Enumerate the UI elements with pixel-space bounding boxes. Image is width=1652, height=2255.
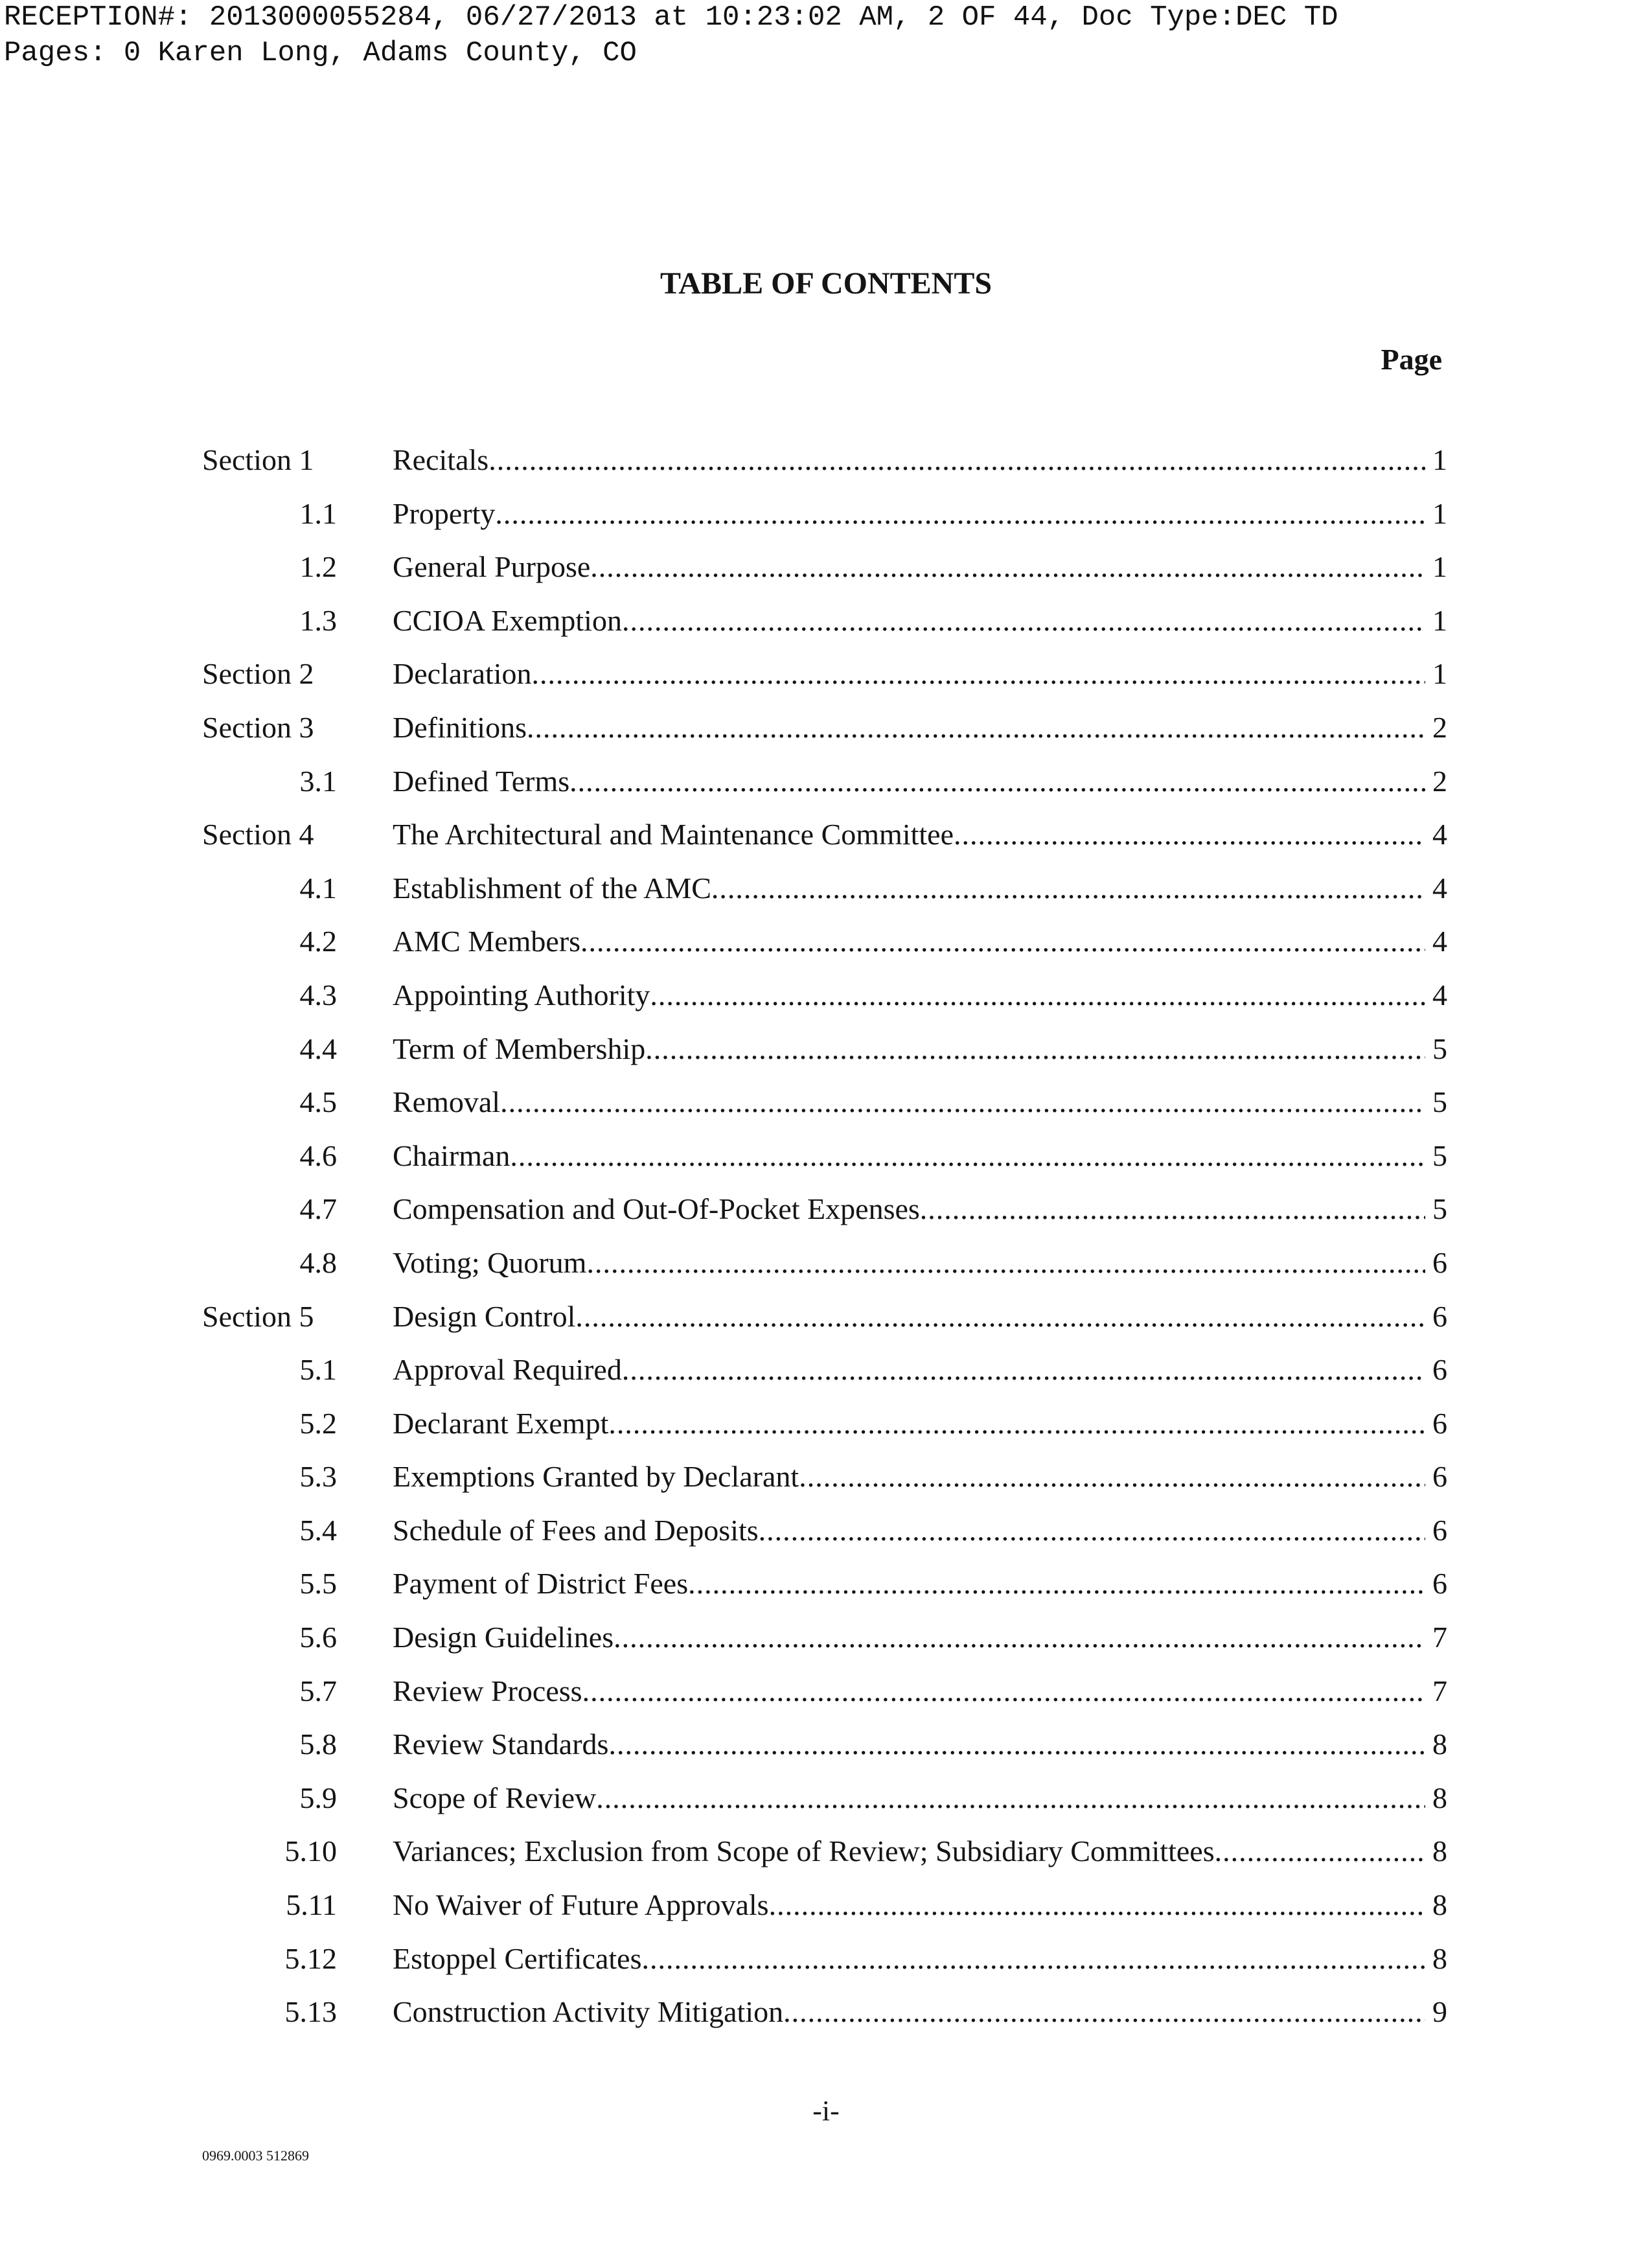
- recording-stamp-line-2: Pages: 0 Karen Long, Adams County, CO: [4, 37, 637, 69]
- toc-entry-number: 4.7: [299, 1192, 337, 1226]
- toc-entry-page: 6: [1432, 1460, 1447, 1494]
- toc-entry-page: 2: [1432, 710, 1447, 744]
- dot-leader: [642, 1939, 1426, 1978]
- toc-entry-title: Scope of Review: [393, 1781, 597, 1814]
- toc-entry: [202, 1779, 1447, 1833]
- toc-entry-title: No Waiver of Future Approvals: [393, 1888, 769, 1922]
- toc-entry-page: 6: [1432, 1299, 1447, 1333]
- toc-entry: [202, 1297, 1447, 1351]
- toc-entry-number: 5.12: [284, 1941, 337, 1975]
- toc-entry: [202, 1030, 1447, 1083]
- toc-entry-number: 5.2: [299, 1406, 337, 1440]
- dot-leader: [645, 1030, 1425, 1069]
- toc-entry: [202, 1725, 1447, 1779]
- toc-entry-title: Variances; Exclusion from Scope of Review; Subsidiary Committees: [393, 1834, 1215, 1868]
- toc-entry: [202, 1243, 1447, 1297]
- page-column-heading: Page: [1381, 343, 1442, 376]
- toc-entry-page: 5: [1432, 1085, 1447, 1119]
- toc-entry-number: 5.7: [299, 1674, 337, 1707]
- toc-entry-page: 8: [1432, 1781, 1447, 1814]
- dot-leader: [608, 1404, 1425, 1443]
- toc-entry-page: 6: [1432, 1353, 1447, 1387]
- toc-entry-title: Design Guidelines: [393, 1621, 614, 1654]
- toc-entry-page: 2: [1432, 764, 1447, 798]
- toc-entry-number: Section 3: [202, 710, 314, 744]
- toc-entry-page: 4: [1432, 925, 1447, 958]
- toc-entry: [202, 762, 1447, 816]
- dot-leader: [575, 1297, 1425, 1336]
- toc-entry-title: Review Process: [393, 1674, 582, 1707]
- dot-leader: [580, 922, 1425, 961]
- toc-entry-page: 6: [1432, 1406, 1447, 1440]
- document-id: 0969.0003 512869: [202, 2147, 309, 2164]
- toc-entry: [202, 1618, 1447, 1672]
- toc-entry-title: Defined Terms: [393, 764, 570, 798]
- dot-leader: [527, 708, 1425, 747]
- toc-entry: [202, 1190, 1447, 1243]
- toc-entry-number: 5.1: [299, 1353, 337, 1387]
- dot-leader: [608, 1725, 1425, 1764]
- toc-entry: [202, 1672, 1447, 1726]
- toc-entry-title: Removal: [393, 1085, 501, 1119]
- dot-leader: [495, 494, 1425, 533]
- toc-entry-number: 1.2: [299, 550, 337, 584]
- toc-entry-page: 1: [1432, 443, 1447, 476]
- toc-entry-page: 6: [1432, 1567, 1447, 1601]
- dot-leader: [488, 441, 1425, 480]
- dot-leader: [650, 976, 1425, 1015]
- toc-entry-number: 4.1: [299, 871, 337, 905]
- toc-entry-page: 6: [1432, 1245, 1447, 1279]
- toc-entry-page: 8: [1432, 1834, 1447, 1868]
- toc-entry: [202, 1993, 1447, 2046]
- toc-entry-page: 8: [1432, 1888, 1447, 1922]
- toc-entry-number: 4.4: [299, 1032, 337, 1065]
- toc-entry-title: Estoppel Certificates: [393, 1941, 642, 1975]
- toc-entry-page: 5: [1432, 1032, 1447, 1065]
- toc-entry-title: Recitals: [393, 443, 489, 476]
- toc-entry: [202, 601, 1447, 655]
- toc-entry-title: CCIOA Exemption: [393, 603, 622, 637]
- toc-entry-page: 9: [1432, 1995, 1447, 2029]
- toc-entry-number: 5.4: [299, 1513, 337, 1547]
- dot-leader: [510, 1137, 1425, 1175]
- toc-entry: [202, 548, 1447, 601]
- toc-entry-number: 4.8: [299, 1245, 337, 1279]
- toc-entry-title: Appointing Authority: [393, 978, 650, 1012]
- page-title: TABLE OF CONTENTS: [660, 266, 992, 301]
- toc-entry-number: 4.2: [299, 925, 337, 958]
- dot-leader: [711, 869, 1425, 908]
- dot-leader: [596, 1779, 1425, 1818]
- toc-entry-number: Section 1: [202, 443, 314, 476]
- toc-entry: [202, 654, 1447, 708]
- toc-entry-number: 1.3: [299, 603, 337, 637]
- toc-entry-title: Construction Activity Mitigation: [393, 1995, 784, 2029]
- toc-entry-title: Design Control: [393, 1299, 576, 1333]
- dot-leader: [569, 762, 1425, 801]
- dot-leader: [586, 1243, 1425, 1282]
- toc-entry-number: Section 5: [202, 1299, 314, 1333]
- toc-entry: [202, 708, 1447, 762]
- toc-entry-title: Schedule of Fees and Deposits: [393, 1513, 759, 1547]
- toc-entry-page: 5: [1432, 1192, 1447, 1226]
- dot-leader: [500, 1083, 1425, 1122]
- toc-entry: [202, 1083, 1447, 1137]
- dot-leader: [954, 815, 1425, 854]
- toc-entry-title: Property: [393, 496, 496, 530]
- toc-entry-page: 8: [1432, 1728, 1447, 1761]
- toc-entry-title: Review Standards: [393, 1728, 609, 1761]
- toc-entry: [202, 1832, 1447, 1886]
- toc-entry-page: 1: [1432, 496, 1447, 530]
- toc-entry-page: 7: [1432, 1674, 1447, 1707]
- toc-entry-title: Definitions: [393, 710, 527, 744]
- toc-entry: [202, 869, 1447, 923]
- dot-leader: [582, 1672, 1425, 1711]
- dot-leader: [799, 1457, 1425, 1496]
- toc-entry: [202, 1457, 1447, 1511]
- toc-entry: [202, 1404, 1447, 1458]
- dot-leader: [532, 654, 1425, 693]
- toc-entry-title: Declarant Exempt: [393, 1406, 609, 1440]
- toc-entry-page: 7: [1432, 1621, 1447, 1654]
- toc-entry-title: Payment of District Fees: [393, 1567, 689, 1601]
- toc-entry-number: 5.6: [299, 1621, 337, 1654]
- toc-entry-number: 5.5: [299, 1567, 337, 1601]
- toc-entry: [202, 815, 1447, 869]
- dot-leader: [614, 1618, 1425, 1657]
- toc-entry-page: 4: [1432, 818, 1447, 851]
- toc-entry: [202, 922, 1447, 976]
- toc-entry: [202, 1939, 1447, 1993]
- toc-entry: [202, 441, 1447, 494]
- toc-entry-page: 1: [1432, 550, 1447, 584]
- toc-entry-title: Declaration: [393, 657, 532, 691]
- toc-entry-page: 1: [1432, 603, 1447, 637]
- toc-entry-title: General Purpose: [393, 550, 591, 584]
- dot-leader: [783, 1993, 1425, 2031]
- toc-entry-title: Voting; Quorum: [393, 1245, 587, 1279]
- toc-entry-number: 5.8: [299, 1728, 337, 1761]
- toc-entry: [202, 494, 1447, 548]
- dot-leader: [920, 1190, 1425, 1229]
- toc-entry: [202, 1350, 1447, 1404]
- toc-entry-number: Section 4: [202, 818, 314, 851]
- toc-entry-title: Term of Membership: [393, 1032, 646, 1065]
- toc-entry: [202, 1137, 1447, 1190]
- toc-entry-number: 1.1: [299, 496, 337, 530]
- toc-entry-number: 5.13: [284, 1995, 337, 2029]
- dot-leader: [622, 1350, 1425, 1389]
- toc-entry-page: 1: [1432, 657, 1447, 691]
- toc-entry-number: Section 2: [202, 657, 314, 691]
- toc-entry-title: Establishment of the AMC: [393, 871, 711, 905]
- toc-entry-number: 3.1: [299, 764, 337, 798]
- recording-stamp: [4, 0, 1338, 71]
- toc-entry-page: 4: [1432, 871, 1447, 905]
- toc-entry-title: AMC Members: [393, 925, 581, 958]
- table-of-contents: [202, 441, 1447, 2046]
- page-folio: -i-: [812, 2095, 840, 2127]
- toc-entry-title: Compensation and Out-Of-Pocket Expenses: [393, 1192, 920, 1226]
- dot-leader: [1215, 1832, 1425, 1871]
- dot-leader: [688, 1564, 1425, 1603]
- toc-entry-page: 4: [1432, 978, 1447, 1012]
- toc-entry: [202, 1511, 1447, 1565]
- toc-entry-page: 5: [1432, 1139, 1447, 1172]
- toc-entry-title: The Architectural and Maintenance Committee: [393, 818, 954, 851]
- toc-entry-number: 4.6: [299, 1139, 337, 1172]
- dot-leader: [622, 601, 1425, 640]
- toc-entry-number: 5.3: [299, 1460, 337, 1494]
- dot-leader: [590, 548, 1425, 586]
- toc-entry-title: Approval Required: [393, 1353, 622, 1387]
- toc-entry-number: 5.10: [284, 1834, 337, 1868]
- toc-entry-number: 5.11: [286, 1888, 337, 1922]
- toc-entry-number: 4.3: [299, 978, 337, 1012]
- toc-entry-page: 6: [1432, 1513, 1447, 1547]
- toc-entry: [202, 1564, 1447, 1618]
- recording-stamp-line-1: RECEPTION#: 2013000055284, 06/27/2013 at 10:23:02 AM, 2 OF 44, Doc Type:DEC TD: [4, 1, 1338, 34]
- toc-entry: [202, 1886, 1447, 1939]
- toc-entry-number: 5.9: [299, 1781, 337, 1814]
- toc-entry-number: 4.5: [299, 1085, 337, 1119]
- dot-leader: [759, 1511, 1425, 1550]
- toc-entry: [202, 976, 1447, 1030]
- toc-entry-title: Chairman: [393, 1139, 511, 1172]
- toc-entry-page: 8: [1432, 1941, 1447, 1975]
- dot-leader: [769, 1886, 1425, 1925]
- toc-entry-title: Exemptions Granted by Declarant: [393, 1460, 799, 1494]
